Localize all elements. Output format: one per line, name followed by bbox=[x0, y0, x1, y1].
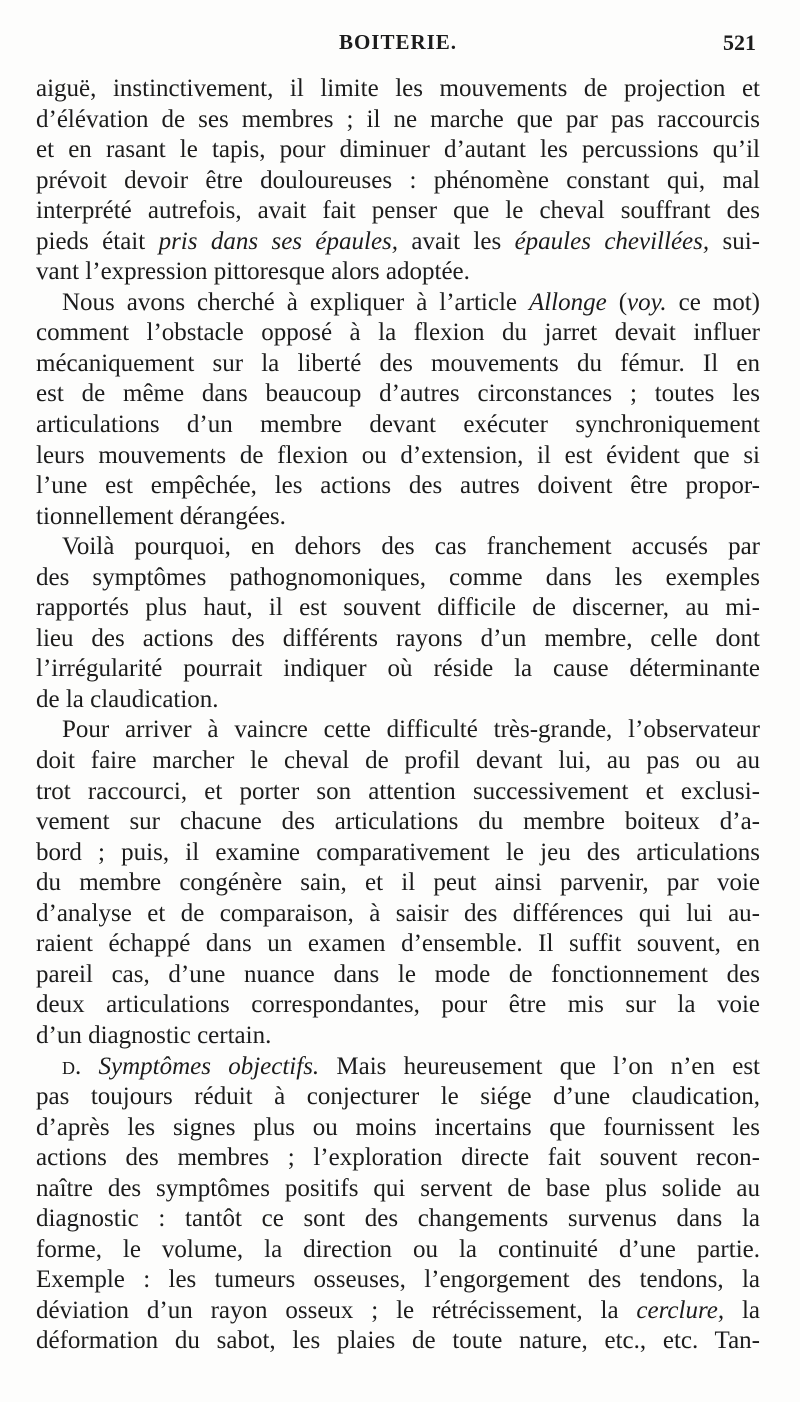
text-fragment: d’un diagnostic certain. bbox=[36, 1021, 272, 1049]
text-line bbox=[36, 1326, 760, 1357]
text-line bbox=[36, 379, 760, 410]
text-fragment: la bbox=[724, 1296, 761, 1324]
text-line bbox=[36, 624, 760, 655]
text-line bbox=[36, 1143, 760, 1174]
running-head bbox=[36, 30, 760, 62]
text-fragment: prévoit devoir être douloureuses : phénomène constant qui, mal bbox=[36, 166, 760, 194]
text-line bbox=[36, 1235, 760, 1266]
text-line bbox=[36, 410, 760, 441]
text-line bbox=[36, 654, 760, 685]
text-fragment: interprété autrefois, avait fait penser que le cheval souffrant des bbox=[36, 197, 760, 225]
text-fragment: l’irrégularité pourrait indiquer où réside la cause déterminante bbox=[36, 655, 760, 683]
text-fragment: d’élévation de ses membres ; il ne marche que par pas raccourcis bbox=[36, 105, 760, 133]
text-fragment: Pour arriver à vaincre cette difficulté très-grande, l’observateur bbox=[62, 716, 760, 744]
text-line bbox=[36, 74, 760, 105]
text-fragment: lieu des actions des différents rayons d’un membre, celle dont bbox=[36, 624, 760, 652]
text-fragment: de la claudication. bbox=[36, 685, 219, 713]
text-fragment: vant l’expression pittoresque alors adoptée. bbox=[36, 258, 470, 286]
text-line bbox=[36, 838, 760, 869]
text-fragment: avait les bbox=[398, 227, 515, 255]
text-line bbox=[36, 288, 760, 319]
text-fragment: d’analyse et de comparaison, à saisir des différences qui lui au- bbox=[36, 899, 760, 927]
text-fragment: tionnellement dérangées. bbox=[36, 502, 286, 530]
text-fragment: raient échappé dans un examen d’ensemble. Il suffit souvent, en bbox=[36, 930, 760, 958]
text-line bbox=[36, 899, 760, 930]
italic-text: pris dans ses épaules, bbox=[158, 227, 399, 255]
text-line bbox=[36, 441, 760, 472]
text-line bbox=[36, 777, 760, 808]
text-fragment: bord ; puis, il examine comparativement le jeu des articulations bbox=[36, 838, 760, 866]
text-fragment: leurs mouvements de flexion ou d’extension, il est évident que si bbox=[36, 441, 760, 469]
text-fragment: pas toujours réduit à conjecturer le siége d’une claudication, bbox=[36, 1083, 760, 1111]
text-fragment: déviation d’un rayon osseux ; le rétrécissement, la bbox=[36, 1296, 637, 1324]
text-fragment: des symptômes pathognomoniques, comme dans les exemples bbox=[36, 563, 760, 591]
text-fragment: déformation du sabot, les plaies de toute nature, etc., etc. Tan- bbox=[36, 1327, 760, 1355]
text-line bbox=[36, 318, 760, 349]
italic-text: Allonge bbox=[528, 288, 607, 316]
text-fragment: deux articulations correspondantes, pour être mis sur la voie bbox=[36, 991, 760, 1019]
text-fragment: est de même dans beaucoup d’autres circonstances ; toutes les bbox=[36, 380, 760, 408]
text-fragment: ( bbox=[606, 288, 628, 316]
text-fragment bbox=[81, 1053, 98, 1080]
text-line bbox=[36, 105, 760, 136]
text-line bbox=[36, 807, 760, 838]
text-fragment: Voilà pourquoi, en dehors des cas franchement accusés par bbox=[62, 533, 760, 561]
text-fragment: pieds était bbox=[36, 227, 159, 255]
text-fragment: aiguë, instinctivement, il limite les mouvements de projection et bbox=[36, 75, 760, 102]
text-line bbox=[36, 593, 760, 624]
text-line bbox=[36, 1265, 760, 1296]
text-line bbox=[36, 715, 760, 746]
text-line bbox=[36, 563, 760, 594]
text-fragment: forme, le volume, la direction ou la continuité d’une partie. bbox=[36, 1235, 760, 1263]
text-line bbox=[36, 257, 760, 288]
text-fragment: sui- bbox=[709, 227, 761, 255]
text-fragment: pareil cas, d’une nuance dans le mode de fonctionnement des bbox=[36, 960, 760, 988]
text-fragment: d’après les signes plus ou moins incertains que fournissent les bbox=[36, 1113, 760, 1141]
running-title: BOITERIE. bbox=[338, 30, 458, 54]
text-fragment: Nous avons cherché à expliquer à l’article bbox=[62, 288, 529, 316]
text-fragment: vement sur chacune des articulations du membre boiteux d’a- bbox=[36, 808, 760, 836]
text-fragment: doit faire marcher le cheval de profil devant lui, au pas ou au bbox=[36, 747, 760, 775]
body-text bbox=[36, 74, 760, 1357]
text-fragment: Mais heureusement que l’on n’en est bbox=[319, 1052, 761, 1080]
text-fragment: comment l’obstacle opposé à la flexion du jarret devait influer bbox=[36, 319, 760, 347]
text-line bbox=[36, 685, 760, 716]
text-line bbox=[36, 1113, 760, 1144]
italic-text: épaules chevillées, bbox=[514, 227, 710, 255]
text-line bbox=[36, 166, 760, 197]
text-fragment: diagnostic : tantôt ce sont des changements survenus dans la bbox=[36, 1205, 760, 1233]
text-fragment: Exemple : les tumeurs osseuses, l’engorgement des tendons, la bbox=[36, 1266, 760, 1294]
text-line bbox=[36, 135, 760, 166]
text-fragment: trot raccourci, et porter son attention successivement et exclusi- bbox=[36, 777, 760, 805]
text-line bbox=[36, 502, 760, 533]
text-line bbox=[36, 1082, 760, 1113]
text-line bbox=[36, 1021, 760, 1052]
italic-text: voy. bbox=[627, 288, 667, 316]
text-line bbox=[36, 532, 760, 563]
text-fragment: actions des membres ; l’exploration directe fait souvent recon- bbox=[36, 1144, 760, 1172]
text-line bbox=[36, 1052, 760, 1083]
text-line bbox=[36, 471, 760, 502]
text-fragment: rapportés plus haut, il est souvent difficile de discerner, au mi- bbox=[36, 594, 760, 622]
text-fragment: et en rasant le tapis, pour diminuer d’autant les percussions qu’il bbox=[36, 136, 760, 164]
text-line bbox=[36, 1174, 760, 1205]
text-fragment: articulations d’un membre devant exécuter synchroniquement bbox=[36, 411, 760, 439]
italic-text: Symptômes objectifs. bbox=[98, 1052, 320, 1080]
text-line bbox=[36, 868, 760, 899]
italic-text: cerclure, bbox=[636, 1296, 725, 1324]
text-line bbox=[36, 929, 760, 960]
text-line bbox=[36, 1296, 760, 1327]
text-fragment: ce mot) bbox=[666, 288, 760, 316]
text-line bbox=[36, 746, 760, 777]
text-fragment: du membre congénère sain, et il peut ainsi parvenir, par voie bbox=[36, 869, 760, 897]
text-fragment: l’une est empêchée, les actions des autres doivent être propor- bbox=[36, 472, 760, 500]
text-line bbox=[36, 960, 760, 991]
text-line bbox=[36, 349, 760, 380]
text-line bbox=[36, 196, 760, 227]
text-fragment: mécaniquement sur la liberté des mouvements du fémur. Il en bbox=[36, 349, 760, 377]
page-number: 521 bbox=[723, 30, 756, 55]
text-line bbox=[36, 1204, 760, 1235]
text-fragment: d. bbox=[62, 1052, 82, 1080]
text-fragment: naître des symptômes positifs qui servent de base plus solide au bbox=[36, 1174, 760, 1202]
text-line bbox=[36, 227, 760, 258]
text-line bbox=[36, 990, 760, 1021]
